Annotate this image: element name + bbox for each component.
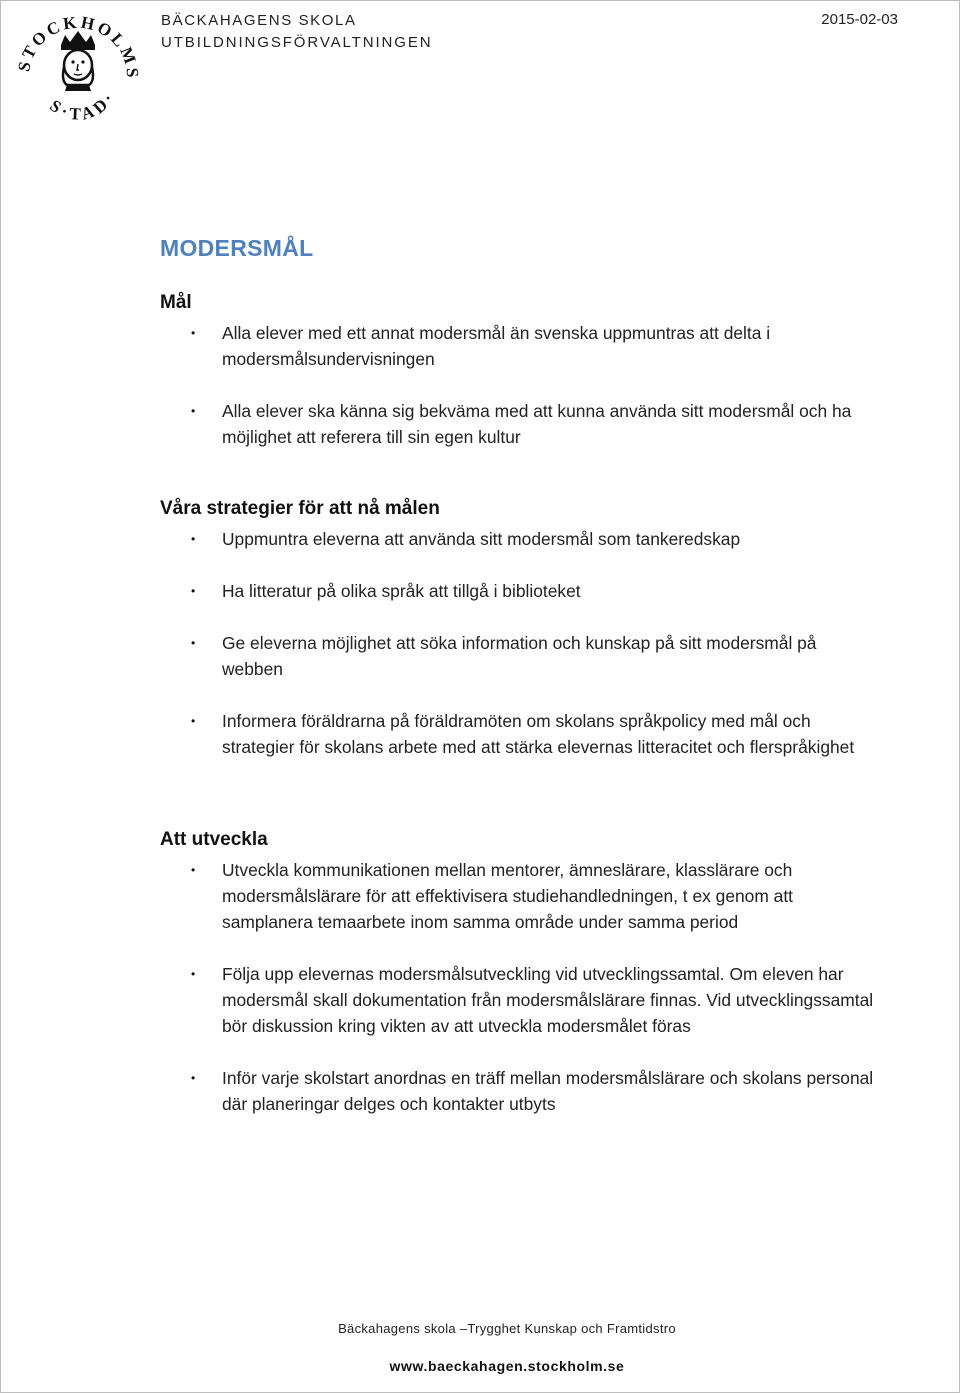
list-item	[160, 578, 880, 604]
list-item-text: Uppmuntra eleverna att använda sitt modersmål som tankeredskap	[222, 529, 741, 549]
list-item-text: Ha litteratur på olika språk att tillgå i biblioteket	[222, 581, 581, 601]
page-title: MODERSMÅL	[160, 235, 314, 261]
section-heading: Att utveckla	[160, 829, 268, 850]
list-item	[160, 857, 880, 935]
document-date: 2015-02-03	[821, 11, 898, 28]
develop-list	[160, 857, 880, 1117]
list-item-text: Alla elever med ett annat modersmål än svenska uppmuntras att delta i modersmålsundervisningen	[222, 323, 771, 369]
footer-website-link[interactable]: www.baeckahagen.stockholm.se	[389, 1358, 625, 1374]
administration-name: UTBILDNINGSFÖRVALTNINGEN	[161, 34, 433, 51]
section-strategies	[160, 498, 880, 786]
list-item	[160, 1065, 880, 1117]
list-item-text: Inför varje skolstart anordnas en träff mellan modersmålslärare och skolans personal där planeringar delges och kontakter utbyts	[222, 1068, 874, 1114]
svg-text:STOCKHOLMS: TOCKHOLM	[18, 15, 139, 70]
section-goals	[160, 292, 880, 476]
list-item-text: Följa upp elevernas modersmålsutveckling vid utvecklingssamtal. Om eleven har modersmål skall dokumentation från modersmålslärare finnas. Vid utvecklingssamtal bör diskussion kring vikten av att utveckla modersmålet föras	[222, 964, 874, 1036]
bullet-icon: •	[191, 967, 196, 981]
bullet-icon: •	[191, 863, 196, 877]
goals-list	[160, 320, 880, 450]
list-item	[160, 526, 880, 552]
bullet-icon: •	[191, 1071, 196, 1085]
stockholm-stad-logo	[17, 15, 139, 129]
list-item	[160, 398, 880, 450]
svg-text:S·TAD·: S·TAD·	[46, 87, 120, 124]
footer-motto: Bäckahagens skola –Trygghet Kunskap och Framtidstro	[338, 1321, 676, 1336]
bullet-icon: •	[191, 584, 196, 598]
section-to-develop	[160, 829, 880, 1143]
list-item	[160, 630, 880, 682]
section-heading: Mål	[160, 292, 192, 313]
list-item-text: Ge eleverna möjlighet att söka information och kunskap på sitt modersmål på webben	[222, 633, 817, 679]
stockholm-crest-icon	[17, 15, 139, 129]
bullet-icon: •	[191, 636, 196, 650]
section-heading: Våra strategier för att nå målen	[160, 498, 440, 519]
list-item	[160, 708, 880, 760]
list-item-text: Utveckla kommunikationen mellan mentorer, ämneslärare, klasslärare och modersmålslärare för att effektivisera studiehandledningen, t ex genom att samplanera temaarbete inom samma område under samma period	[222, 860, 793, 932]
bullet-icon: •	[191, 404, 196, 418]
bullet-icon: •	[191, 326, 196, 340]
list-item-text: Alla elever ska känna sig bekväma med att kunna använda sitt modersmål och ha möjlighet att referera till sin egen kultur	[222, 401, 852, 447]
strategies-list	[160, 526, 880, 760]
list-item	[160, 320, 880, 372]
bullet-icon: •	[191, 532, 196, 546]
bullet-icon: •	[191, 714, 196, 728]
school-name: BÄCKAHAGENS SKOLA	[161, 12, 357, 29]
list-item-text: Informera föräldrarna på föräldramöten om skolans språkpolicy med mål och strategier för skolans arbete med att stärka elevernas litteracitet och flerspråkighet	[222, 711, 855, 757]
list-item	[160, 961, 880, 1039]
